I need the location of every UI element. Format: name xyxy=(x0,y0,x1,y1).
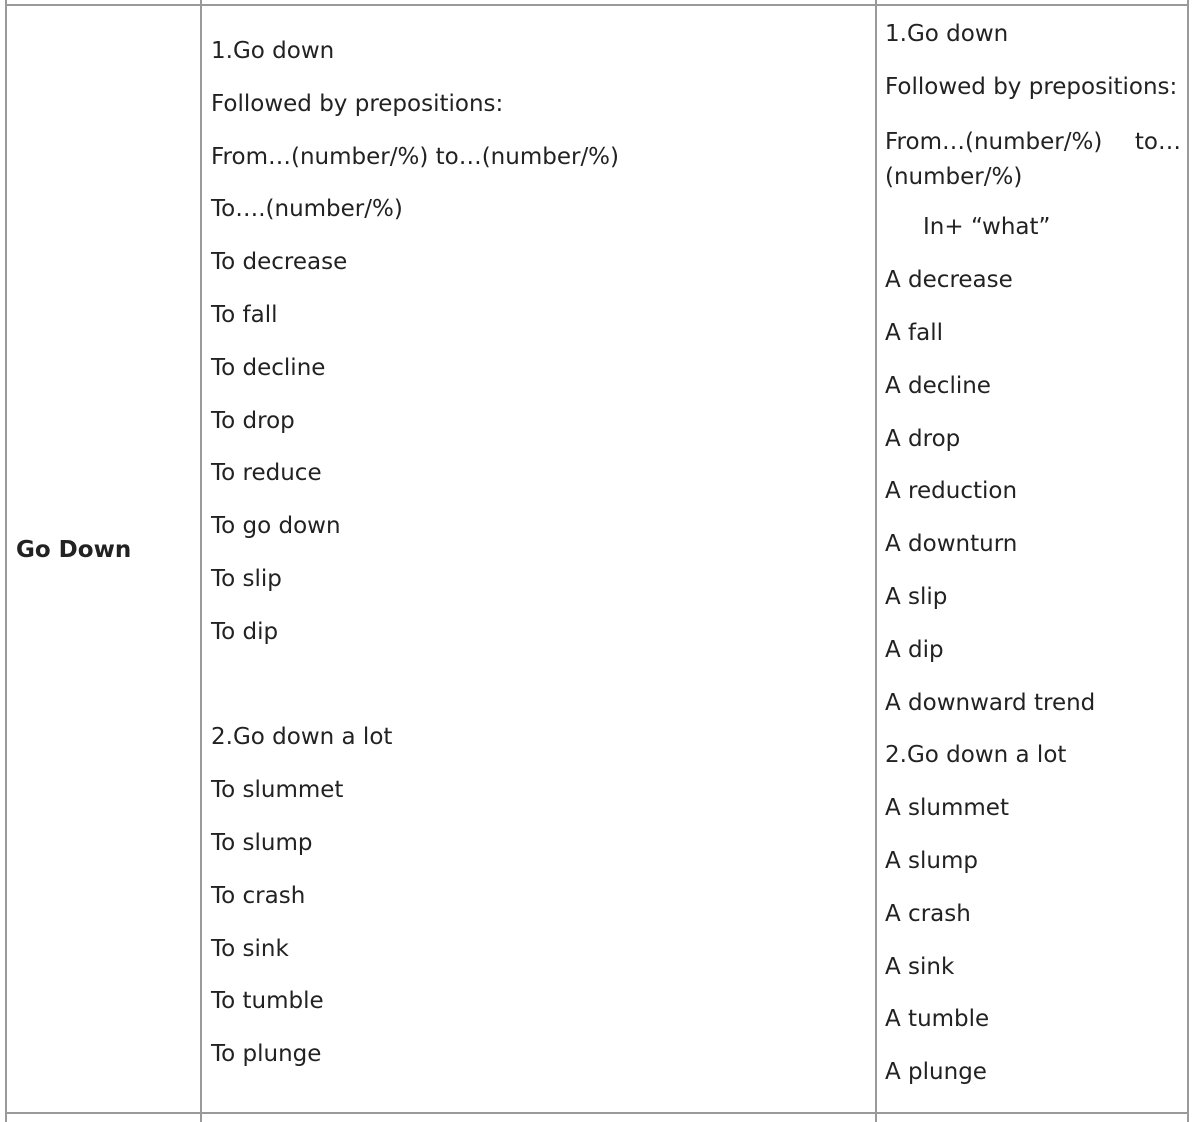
table-bottom-border xyxy=(5,1112,1189,1114)
verb-item: To reduce xyxy=(211,460,322,487)
verb-item: 1.Go down xyxy=(211,38,335,64)
noun-item: A plunge xyxy=(885,1059,987,1086)
noun-heading: 1.Go down xyxy=(885,21,1009,47)
noun-prepositions: Followed by prepositions: xyxy=(885,73,1178,100)
noun-item: A tumble xyxy=(885,1006,990,1033)
verb-item: To slump xyxy=(211,829,313,856)
verb-item: Followed by prepositions: xyxy=(211,90,504,117)
verb-item: To dip xyxy=(211,618,279,645)
verb-item: To go down xyxy=(211,513,341,540)
noun-item: A sink xyxy=(885,953,955,980)
noun-item: A crash xyxy=(885,900,971,927)
noun-item: A downturn xyxy=(885,531,1018,558)
verb-item: To drop xyxy=(211,407,295,434)
verb-item: To crash xyxy=(211,882,306,909)
noun-in-what: In+ “what” xyxy=(923,214,1051,241)
table-left-border xyxy=(5,0,7,1122)
verb-item: From…(number/%) to…(number/%) xyxy=(211,143,620,170)
noun-from-to-b: to… xyxy=(1134,128,1181,155)
noun-item: A decrease xyxy=(885,267,1013,294)
noun-item: A slummet xyxy=(885,795,1009,822)
column-divider-1 xyxy=(200,0,202,1122)
noun-item: A decline xyxy=(885,372,991,399)
table-right-border xyxy=(1187,0,1189,1122)
verb-item: To sink xyxy=(211,935,289,962)
noun-item: A fall xyxy=(885,319,944,346)
verb-spacer xyxy=(211,670,619,723)
verb-item: To slummet xyxy=(211,777,344,804)
verb-item: To slip xyxy=(211,565,282,592)
verb-item: To fall xyxy=(211,301,278,328)
nouns-list xyxy=(885,19,1181,1110)
verb-item: 2.Go down a lot xyxy=(211,724,393,751)
verbs-list xyxy=(211,36,619,1092)
noun-item: A drop xyxy=(885,425,961,452)
row-label: Go Down xyxy=(16,537,132,563)
noun-item: A slip xyxy=(885,583,948,610)
noun-item: A reduction xyxy=(885,478,1018,505)
noun-from-to xyxy=(885,125,1181,213)
noun-from-to-a: From…(number/%) xyxy=(885,128,1103,155)
verb-item: To decrease xyxy=(211,249,348,276)
verb-item: To plunge xyxy=(211,1041,322,1068)
noun-item: A downward trend xyxy=(885,689,1096,716)
noun-item: A dip xyxy=(885,636,944,663)
verb-item: To….(number/%) xyxy=(211,196,403,223)
verb-item: To decline xyxy=(211,354,326,381)
verb-item: To tumble xyxy=(211,988,324,1015)
table-top-border xyxy=(5,4,1189,6)
column-divider-2 xyxy=(875,0,877,1122)
noun-item: A slump xyxy=(885,847,978,874)
noun-item: 2.Go down a lot xyxy=(885,742,1067,769)
noun-from-to-c: (number/%) xyxy=(885,163,1023,190)
